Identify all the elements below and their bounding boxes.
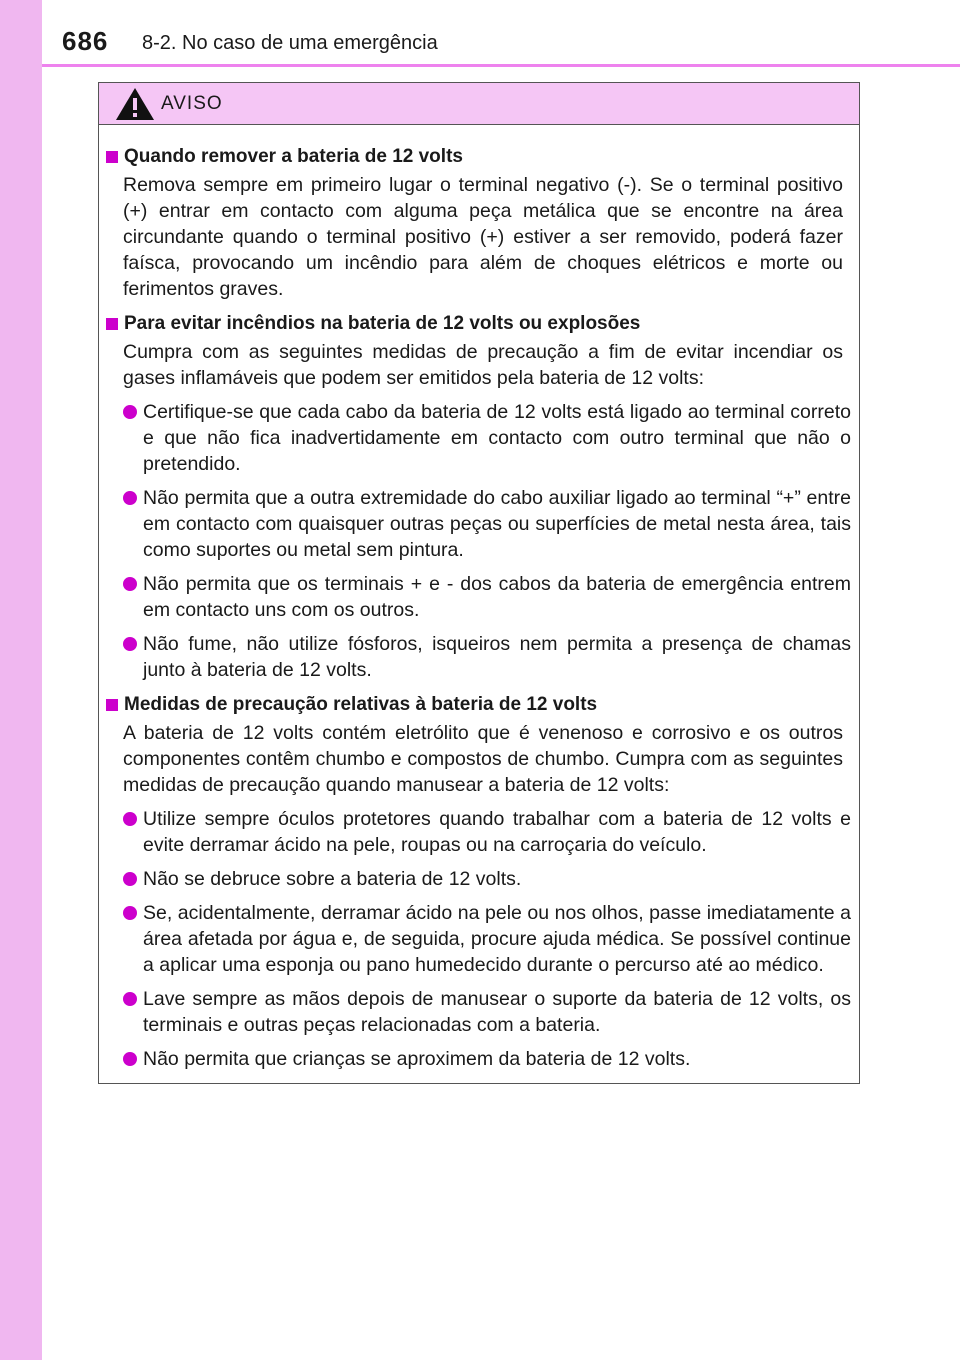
bullet-text: Se, acidentalmente, derramar ácido na pele ou nos olhos, passe imediatamente a área afetada por água e, de seguida, procure ajuda médica. Se possível continue a aplicar uma esponja ou pano humedecido durante o percurso até ao médico. — [143, 902, 851, 976]
side-band — [0, 0, 42, 1360]
bullet-item — [143, 1046, 851, 1072]
section-heading — [106, 144, 851, 170]
round-bullet-icon — [123, 812, 137, 826]
bullet-item — [143, 631, 851, 683]
bullet-text: Não permita que os terminais + e - dos cabos da bateria de emergência entrem em contacto uns com os outros. — [143, 573, 851, 621]
bullet-item — [143, 986, 851, 1038]
square-bullet-icon — [106, 151, 118, 163]
square-bullet-icon — [106, 318, 118, 330]
square-bullet-icon — [106, 699, 118, 711]
bullet-text: Não permita que a outra extremidade do cabo auxiliar ligado ao terminal “+” entre em contacto com quaisquer outras peças ou superfícies de metal nesta área, tais como suportes ou metal sem pintura. — [143, 487, 851, 561]
round-bullet-icon — [123, 491, 137, 505]
bullet-item — [143, 866, 851, 892]
warning-label: AVISO — [161, 92, 223, 114]
bullet-item — [143, 485, 851, 563]
round-bullet-icon — [123, 906, 137, 920]
section-paragraph: Remova sempre em primeiro lugar o terminal negativo (-). Se o terminal positivo (+) entrar em contacto com alguma peça metálica que se encontre na área circundante quando o terminal positivo (+) estiver a ser removido, poderá fazer faísca, provocando um incêndio para além de choques elétricos e morte ou ferimentos graves. — [123, 174, 843, 300]
section-paragraph: Cumpra com as seguintes medidas de precaução a fim de evitar incendiar os gases inflamáveis que podem ser emitidos pela bateria de 12 volts: — [123, 341, 843, 389]
bullet-text: Não se debruce sobre a bateria de 12 volts. — [143, 868, 522, 890]
round-bullet-icon — [123, 992, 137, 1006]
warning-box — [98, 82, 860, 1084]
bullet-item — [143, 571, 851, 623]
bullet-text: Não fume, não utilize fósforos, isqueiros nem permita a presença de chamas junto à bateria de 12 volts. — [143, 633, 851, 681]
section-paragraph: A bateria de 12 volts contém eletrólito que é venenoso e corrosivo e os outros componentes contêm chumbo e compostos de chumbo. Cumpra com as seguintes medidas de precaução quando manusear a bateria de 12 volts: — [123, 722, 843, 796]
page-number: 686 — [62, 26, 109, 56]
bullet-item — [143, 399, 851, 477]
bullet-item — [143, 806, 851, 858]
round-bullet-icon — [123, 405, 137, 419]
warning-section — [106, 144, 851, 302]
warning-triangle-icon — [115, 87, 155, 121]
bullet-text: Utilize sempre óculos protetores quando trabalhar com a bateria de 12 volts e evite derramar ácido na pele, roupas ou na carroçaria do veículo. — [143, 808, 851, 856]
header-rule — [42, 64, 960, 67]
bullet-text: Não permita que crianças se aproximem da bateria de 12 volts. — [143, 1048, 691, 1070]
section-heading-text: Para evitar incêndios na bateria de 12 volts ou explosões — [124, 313, 641, 334]
round-bullet-icon — [123, 577, 137, 591]
section-heading-text: Quando remover a bateria de 12 volts — [124, 146, 463, 167]
warning-section — [106, 311, 851, 683]
bullet-item — [143, 900, 851, 978]
bullet-text: Lave sempre as mãos depois de manusear o suporte da bateria de 12 volts, os terminais e outras peças relacionadas com a bateria. — [143, 988, 851, 1036]
warning-section — [106, 692, 851, 1072]
section-heading — [106, 311, 851, 337]
warning-body — [99, 125, 859, 1072]
round-bullet-icon — [123, 637, 137, 651]
section-title: 8-2. No caso de uma emergência — [142, 32, 438, 54]
section-heading-text: Medidas de precaução relativas à bateria de 12 volts — [124, 694, 598, 715]
warning-header — [99, 83, 859, 125]
section-heading — [106, 692, 851, 718]
round-bullet-icon — [123, 872, 137, 886]
round-bullet-icon — [123, 1052, 137, 1066]
bullet-text: Certifique-se que cada cabo da bateria de 12 volts está ligado ao terminal correto e que não fica inadvertidamente em contacto com outro terminal que não o pretendido. — [143, 401, 851, 475]
